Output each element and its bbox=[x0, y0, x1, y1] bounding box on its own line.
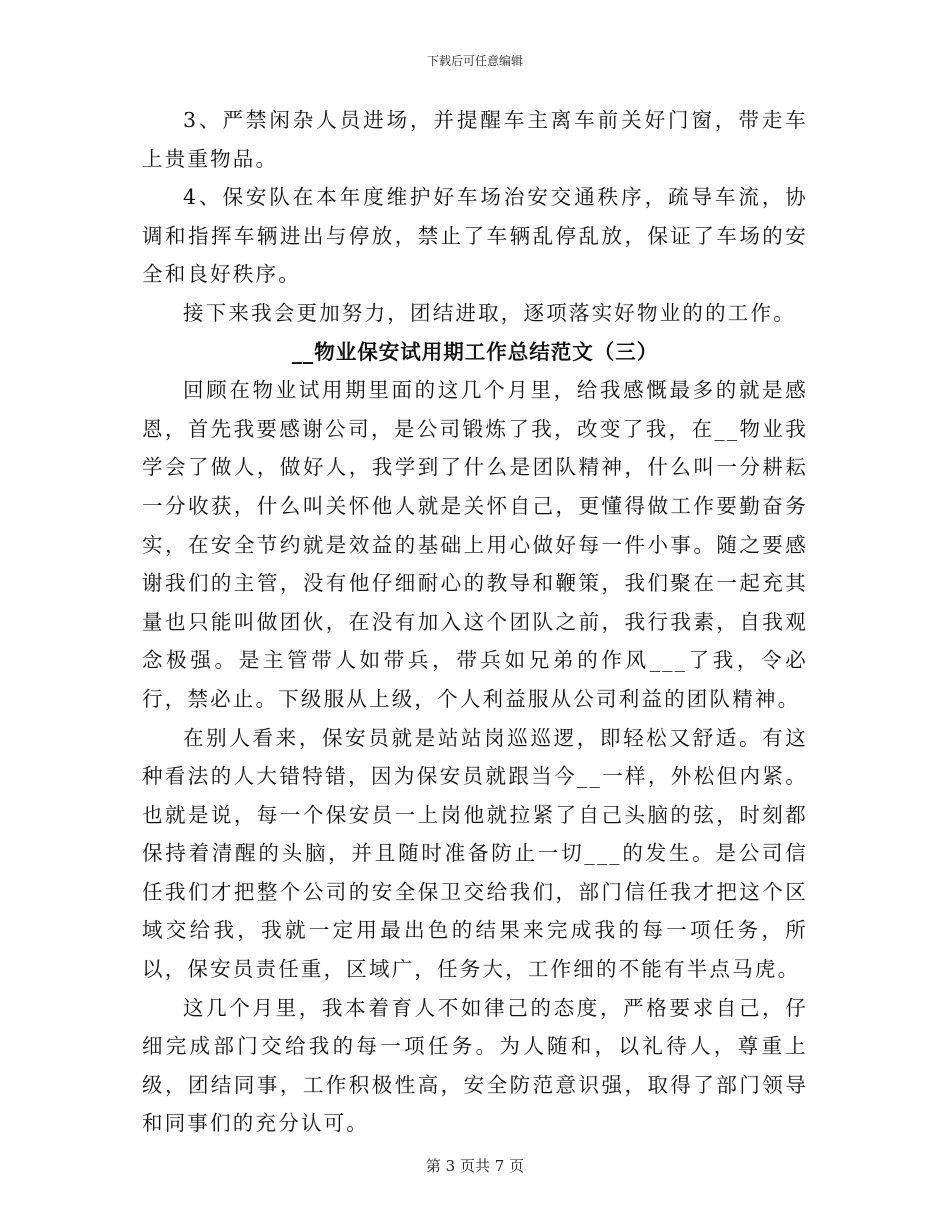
page-header: 下载后可任意编辑 bbox=[426, 54, 523, 68]
page-footer: 第 3 页共 7 页 bbox=[425, 1157, 525, 1175]
paragraph-item-4: 4、保安队在本年度维护好车场治安交通秩序，疏导车流，协调和指挥车辆进出与停放，禁止了车辆乱停乱放，保证了车场的安全和良好秩序。 bbox=[142, 185, 808, 287]
document-body bbox=[142, 101, 808, 1143]
paragraph-gratitude: 回顾在物业试用期里面的这几个月里，给我感慨最多的就是感恩，首先我要感谢公司，是公司锻炼了我，改变了我，在__物业我学会了做人，做好人，我学到了什么是团队精神，什么叫一分耕耘一分收获，什么叫关怀他人就是关怀自己，更懂得做工作要勤奋务实，在安全节约就是效益的基础上用心做好每一件小事。随之要感谢我们的主管，没有他仔细耐心的教导和鞭策，我们聚在一起充其量也只能叫做团伙，在没有加入这个团队之前，我行我素，自我观念极强。是主管带人如带兵，带兵如兄弟的作风___了我，令必行，禁必止。下级服从上级，个人利益服从公司利益的团队精神。 bbox=[142, 378, 808, 711]
paragraph-closing: 接下来我会更加努力，团结进取，逐项落实好物业的的工作。 bbox=[183, 300, 796, 325]
paragraph-conduct: 这几个月里，我本着育人不如律己的态度，严格要求自己，仔细完成部门交给我的每一项任务。为人随和，以礼待人，尊重上级，团结同事，工作积极性高，安全防范意识强，取得了部门领导和同事们的充分认可。 bbox=[142, 995, 808, 1136]
paragraph-item-3: 3、严禁闲杂人员进场，并提醒车主离车前关好门窗，带走车上贵重物品。 bbox=[142, 108, 808, 171]
paragraph-security-duty: 在别人看来，保安员就是站站岗巡巡逻，即轻松又舒适。有这种看法的人大错特错，因为保安员就跟当今__一样，外松但内紧。也就是说，每一个保安员一上岗他就拉紧了自己头脑的弦，时刻都保持着清醒的头脑，并且随时准备防止一切___的发生。是公司信任我们才把整个公司的安全保卫交给我们，部门信任我才把这个区域交给我，我就一定用最出色的结果来完成我的每一项任务，所以，保安员责任重，区域广，任务大，工作细的不能有半点马虎。 bbox=[142, 725, 808, 982]
section-title: __物业保安试用期工作总结范文（三） bbox=[291, 339, 659, 364]
